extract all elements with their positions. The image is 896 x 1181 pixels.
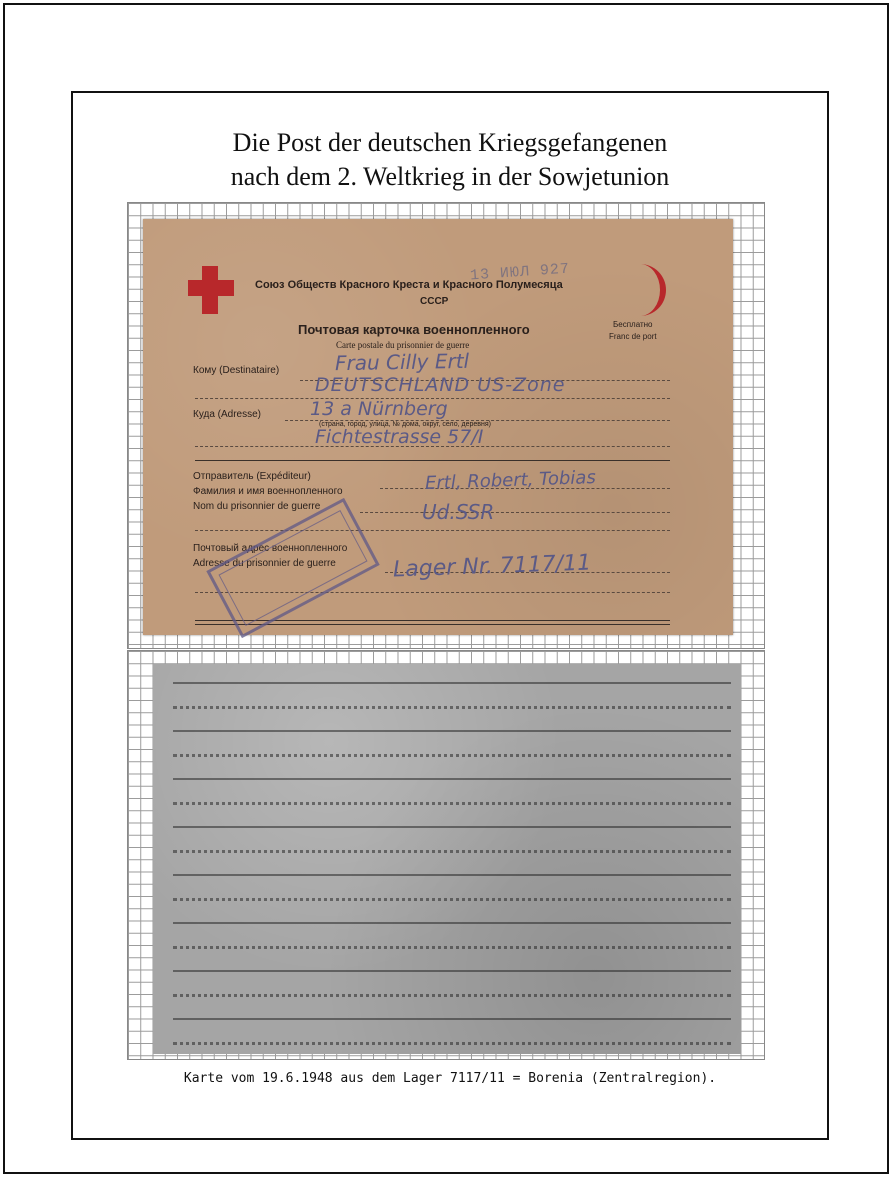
form-line — [195, 530, 670, 531]
card-title-fr: Carte postale du prisonnier de guerre — [336, 340, 470, 350]
handwritten-street: Fichtestrasse 57/I — [315, 426, 484, 448]
form-line — [360, 512, 670, 513]
handwritten-city: 13 a Nürnberg — [310, 398, 448, 420]
label-recipient: Кому (Destinataire) — [193, 365, 280, 376]
handwritten-country-sender: Ud.SSR — [422, 500, 495, 524]
address-hint: (страна, город, улица, № дома, округ, село, деревня) — [319, 421, 491, 428]
card-title-ru: Почтовая карточка военнопленного — [298, 322, 530, 337]
handwritten-camp: Lager Nr. 7117/11 — [392, 550, 592, 583]
country-heading: СССР — [420, 296, 449, 307]
label-prisoner-name-ru: Фамилия и имя военнопленного — [193, 486, 343, 497]
organization-heading: Союз Обществ Красного Креста и Красного Полумесяца — [255, 279, 563, 291]
label-postal-address-fr: Adresse du prisonnier de guerre — [193, 558, 336, 569]
label-prisoner-name-fr: Nom du prisonnier de guerre — [193, 501, 321, 512]
label-address: Куда (Adresse) — [193, 409, 262, 420]
page-title-line-2: nach dem 2. Weltkrieg in der Sowjetunion — [230, 162, 670, 191]
label-sender: Отправитель (Expéditeur) — [193, 471, 311, 482]
handwritten-sender: Ertl, Robert, Tobias — [424, 467, 597, 494]
postage-free-ru: Бесплатно — [613, 320, 653, 329]
red-cross-icon-bar — [188, 280, 234, 296]
handwritten-country: DEUTSCHLAND US-Zone — [315, 374, 566, 396]
handwritten-recipient: Frau Cilly Ertl — [334, 348, 470, 376]
postmark-stamp: 13 ИЮЛ 927 — [469, 260, 571, 285]
postcard-back-letter — [153, 664, 741, 1054]
red-crescent-icon — [626, 262, 666, 318]
postage-free-fr: Franc de port — [609, 332, 657, 341]
form-separator — [195, 460, 670, 461]
form-line — [285, 420, 670, 421]
page-title-line-1: Die Post der deutschen Kriegsgefangenen — [232, 128, 668, 157]
label-postal-address-ru: Почтовый адрес военнопленного — [193, 543, 348, 554]
page-caption: Karte vom 19.6.1948 aus dem Lager 7117/11 = Borenia (Zentralregion). — [183, 1071, 717, 1086]
